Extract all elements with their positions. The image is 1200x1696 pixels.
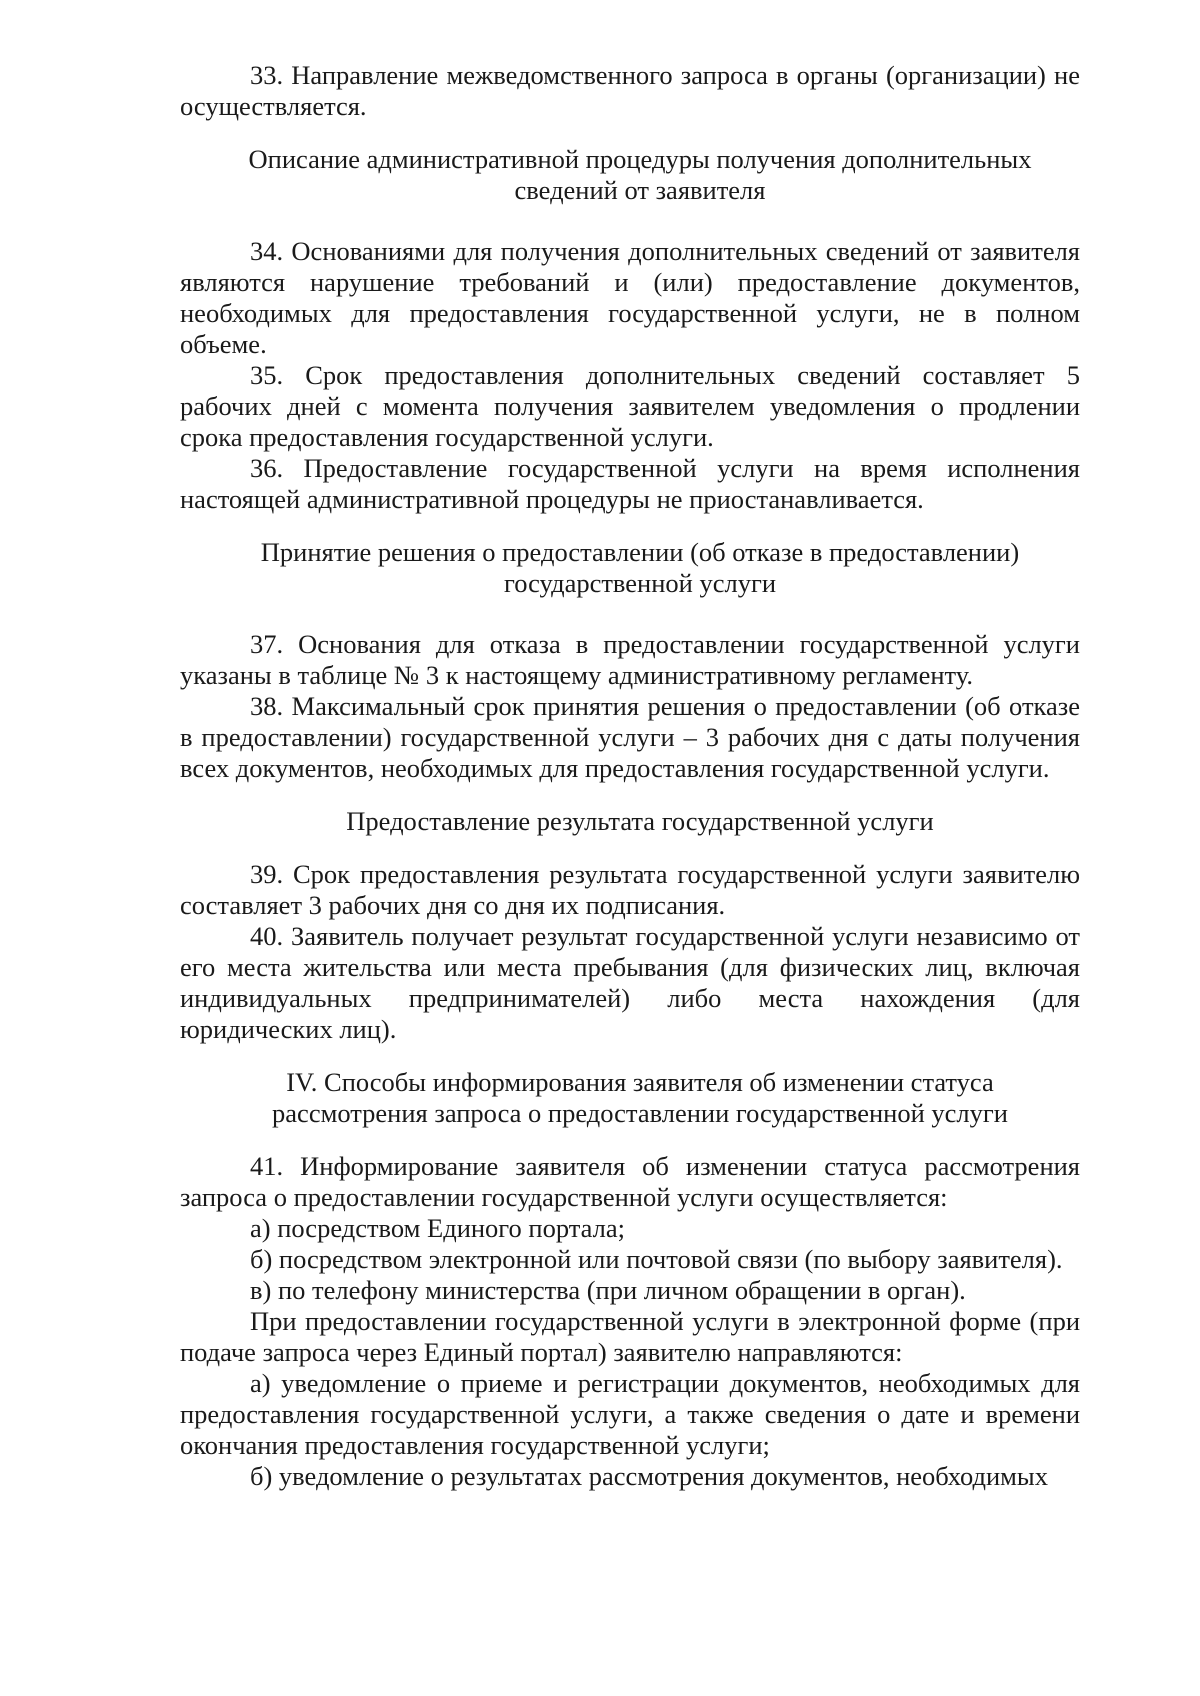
paragraph-35: 35. Срок предоставления дополнительных сведений составляет 5 рабочих дней с момента получения заявителем уведомления о продлении срока предоставления государственной услуги. (180, 360, 1080, 452)
paragraph-37: 37. Основания для отказа в предоставлении государственной услуги указаны в таблице № 3 к настоящему административному регламенту. (180, 629, 1080, 690)
document-page (180, 60, 1080, 1492)
paragraph-41: 41. Информирование заявителя об изменении статуса рассмотрения запроса о предоставлении государственной услуги осуществляется: (180, 1151, 1080, 1212)
paragraph-34: 34. Основаниями для получения дополнительных сведений от заявителя являются нарушение требований и (или) предоставление документов, необходимых для предоставления государственной услуги, не в полном объеме. (180, 236, 1080, 359)
paragraph-33: 33. Направление межведомственного запроса в органы (организации) не осуществляется. (180, 60, 1080, 121)
list-item-b-notification: б) уведомление о результатах рассмотрения документов, необходимых (250, 1461, 1048, 1491)
paragraph-38: 38. Максимальный срок принятия решения о предоставлении (об отказе в предоставлении) государственной услуги – 3 рабочих дня с даты получения всех документов, необходимых для предоставления государственной услуги. (180, 691, 1080, 783)
paragraph-36: 36. Предоставление государственной услуги на время исполнения настоящей административной процедуры не приостанавливается. (180, 453, 1080, 514)
section-heading-iv: IV. Способы информирования заявителя об изменении статуса рассмотрения запроса о предоставлении государственной услуги (272, 1067, 1008, 1128)
list-item-b-mail: б) посредством электронной или почтовой связи (по выбору заявителя). (250, 1244, 1063, 1274)
section-heading-decision: Принятие решения о предоставлении (об отказе в предоставлении) государственной услуги (260, 537, 1020, 598)
list-item-a-notification: а) уведомление о приеме и регистрации документов, необходимых для предоставления государственной услуги, а также сведения о дате и времени окончания предоставления государственной услуги; (180, 1368, 1080, 1460)
paragraph-39: 39. Срок предоставления результата государственной услуги заявителю составляет 3 рабочих дня со дня их подписания. (180, 859, 1080, 920)
list-item-v-phone: в) по телефону министерства (при личном обращении в орган). (250, 1275, 966, 1305)
list-item-a-portal: а) посредством Единого портала; (250, 1213, 625, 1243)
section-heading-additional-info: Описание административной процедуры получения дополнительных сведений от заявителя (248, 144, 1032, 205)
paragraph-electronic-form: При предоставлении государственной услуги в электронной форме (при подаче запроса через Единый портал) заявителю направляются: (180, 1306, 1080, 1367)
paragraph-40: 40. Заявитель получает результат государственной услуги независимо от его места жительства или места пребывания (для физических лиц, включая индивидуальных предпринимателей) либо места нахождения (для юридических лиц). (180, 921, 1080, 1044)
section-heading-result: Предоставление результата государственной услуги (346, 806, 934, 836)
